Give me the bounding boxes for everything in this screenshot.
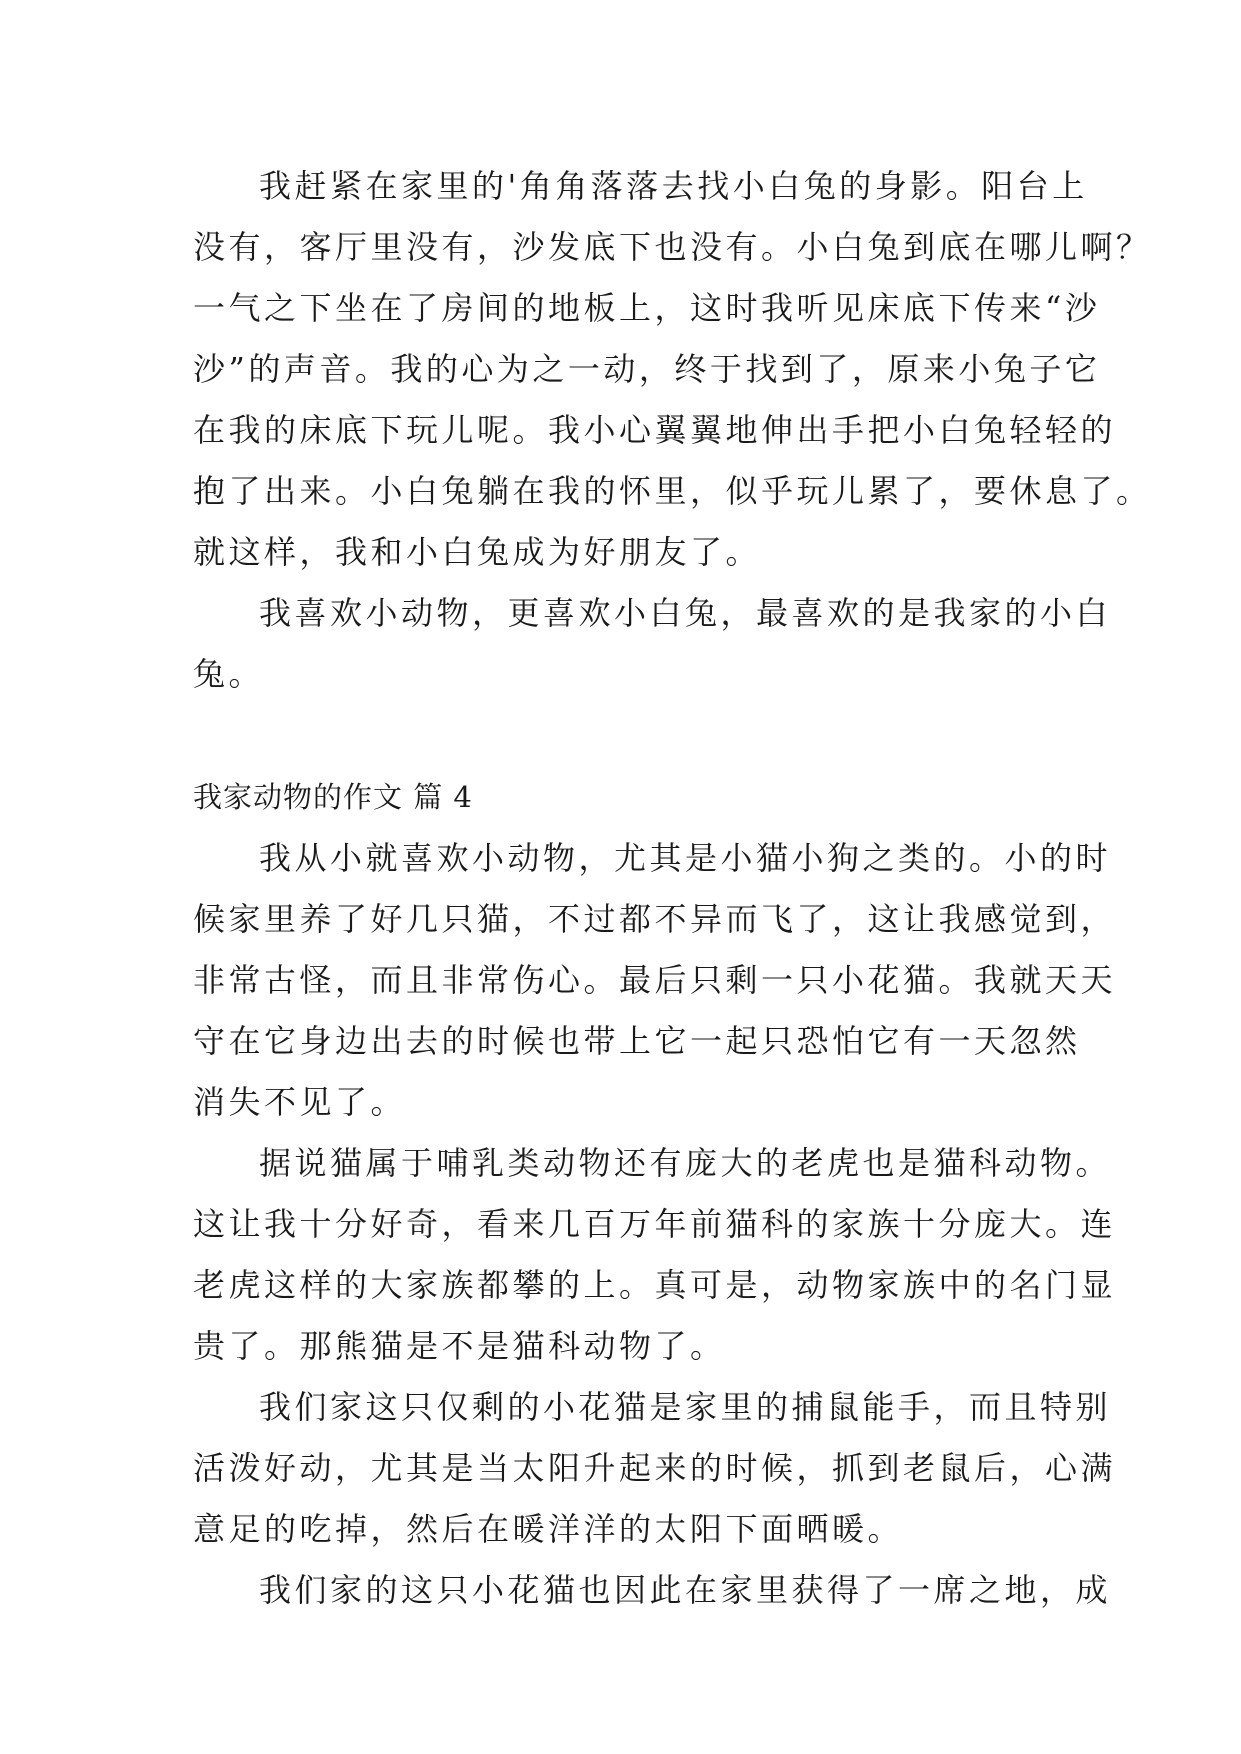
text-line: 我们家的这只小花猫也因此在家里获得了一席之地，成 — [259, 1571, 1112, 1609]
text-line: 我从小就喜欢小动物，尤其是小猫小狗之类的。小的时 — [259, 839, 1112, 877]
paragraph — [193, 1377, 1117, 1560]
text-line: 一气之下坐在了房间的地板上，这时我听见床底下传来“沙 — [193, 289, 1101, 327]
text-line: 老虎这样的大家族都攀的上。真可是，动物家族中的名门显 — [193, 1266, 1117, 1304]
document-body — [193, 156, 1152, 1621]
paragraph — [193, 828, 1117, 1133]
paragraph — [193, 1133, 1117, 1377]
text-line: 活泼好动，尤其是当太阳升起来的时候，抓到老鼠后，心满 — [193, 1449, 1117, 1487]
text-line: 据说猫属于哺乳类动物还有庞大的老虎也是猫科动物。 — [259, 1144, 1112, 1182]
paragraph — [193, 1560, 1112, 1621]
text-line: 我们家这只仅剩的小花猫是家里的捕鼠能手，而且特别 — [259, 1388, 1112, 1426]
text-line: 沙”的声音。我的心为之一动，终于找到了，原来小兔子它 — [193, 350, 1101, 388]
text-line: 兔。 — [193, 655, 265, 693]
text-line: 候家里养了好几只猫，不过都不异而飞了，这让我感觉到， — [193, 900, 1117, 938]
text-line: 就这样，我和小白兔成为好朋友了。 — [193, 533, 762, 571]
text-line: 我赶紧在家里的'角角落落去找小白兔的身影。阳台上 — [259, 167, 1088, 205]
text-line: 这让我十分好奇，看来几百万年前猫科的家族十分庞大。连 — [193, 1205, 1117, 1243]
text-line: 守在它身边出去的时候也带上它一起只恐怕它有一天忽然 — [193, 1022, 1081, 1060]
text-line: 消失不见了。 — [193, 1083, 407, 1121]
text-line: 非常古怪，而且非常伤心。最后只剩一只小花猫。我就天天 — [193, 961, 1117, 999]
text-line: 没有，客厅里没有，沙发底下也没有。小白兔到底在哪儿啊？ — [193, 228, 1152, 266]
text-line: 抱了出来。小白兔躺在我的怀里，似乎玩儿累了，要休息了。 — [193, 472, 1152, 510]
text-line: 贵了。那熊猫是不是猫科动物了。 — [193, 1327, 726, 1365]
text-line: 我喜欢小动物，更喜欢小白兔，最喜欢的是我家的小白 — [259, 594, 1112, 632]
section-heading: 我家动物的作文 篇 4 — [193, 780, 473, 814]
section-spacer — [193, 705, 1063, 767]
paragraph — [193, 156, 1152, 583]
paragraph — [193, 583, 1112, 705]
text-line: 在我的床底下玩儿呢。我小心翼翼地伸出手把小白兔轻轻的 — [193, 411, 1117, 449]
text-line: 意足的吃掉，然后在暖洋洋的太阳下面晒暖。 — [193, 1510, 904, 1548]
